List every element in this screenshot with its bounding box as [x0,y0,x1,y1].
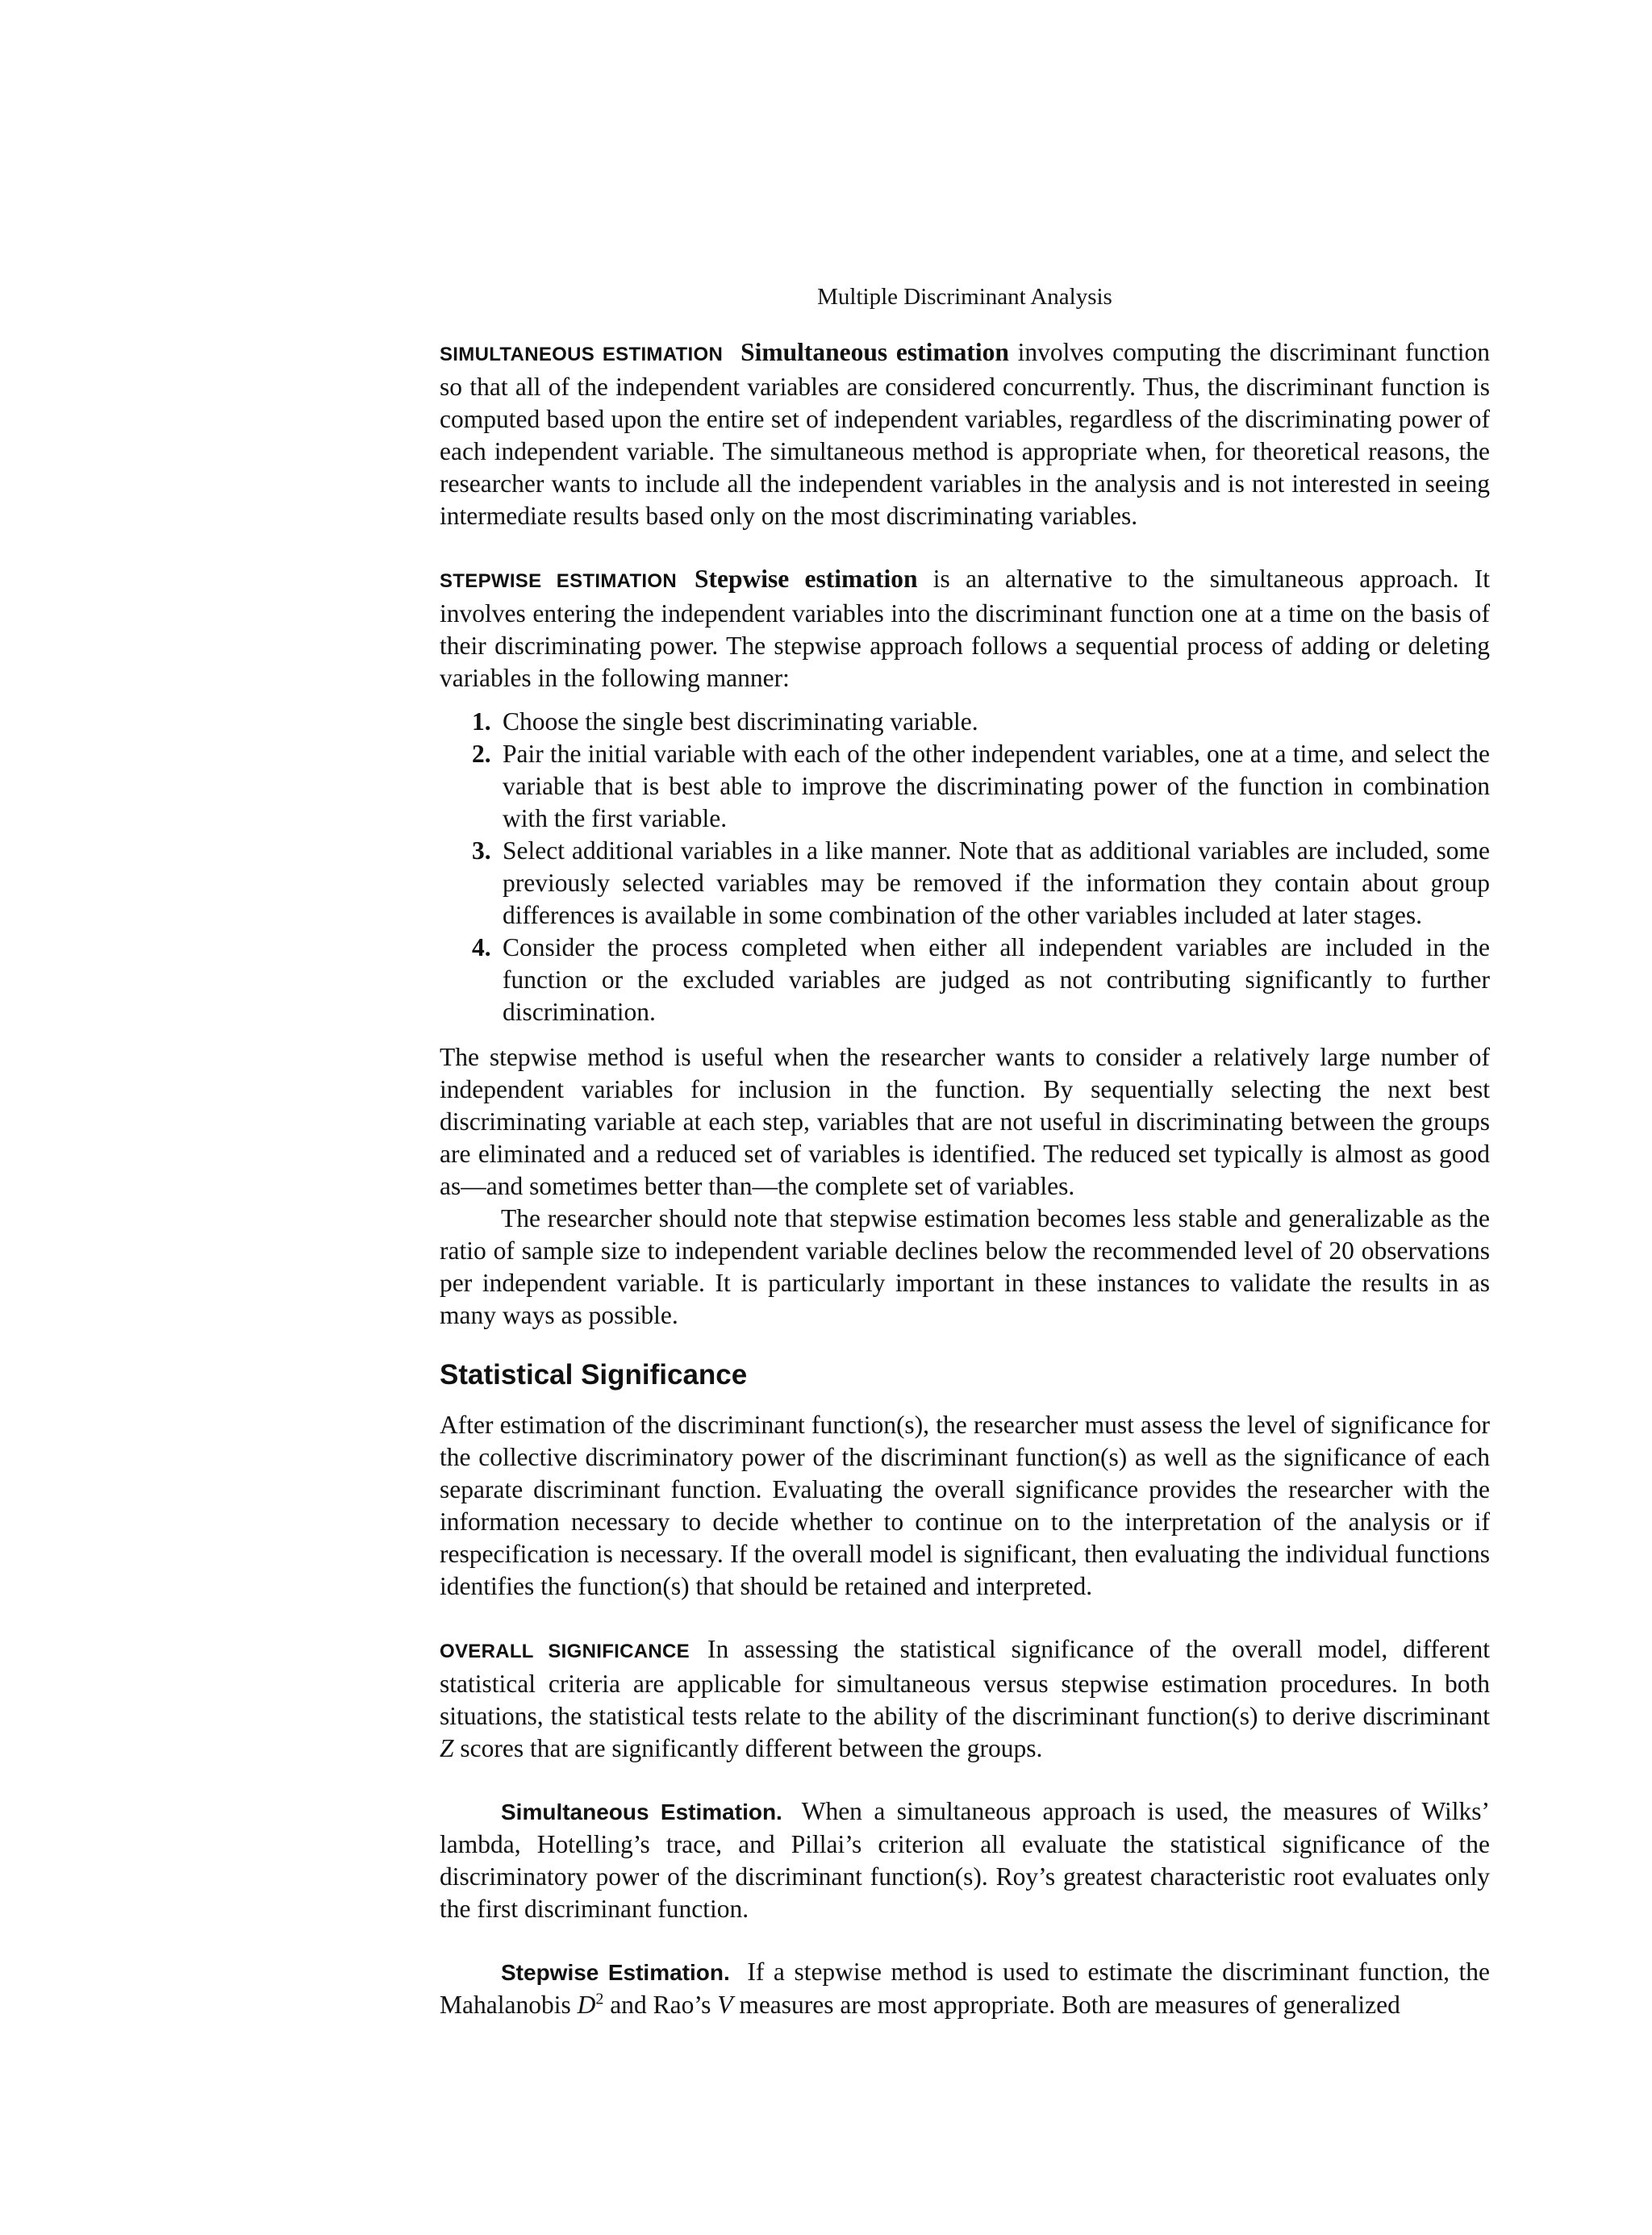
paragraph-text-end: scores that are significantly different between the groups. [460,1734,1043,1762]
stepwise-usefulness-paragraph: The stepwise method is useful when the researcher wants to consider a relatively large number of independent variables for inclusion in the function. By sequentially selecting the next best discriminating variable at each step, variables that are not useful in discriminating between the groups are eliminated and a reduced set of variables is identified. The reduced set typically is almost as good as—and sometimes better than—the complete set of variables. [440,1043,1490,1200]
paragraph-text: is an alternative to the simultaneous approach. It involves entering the independent variables into the discriminant function one at a time on the basis of their discriminating power. The stepwise approach follows a sequential process of adding or deleting variables in the following manner: [440,565,1491,692]
running-head: Multiple Discriminant Analysis [817,284,1112,310]
list-item [472,835,1490,932]
run-in-heading: SIMULTANEOUS ESTIMATION [440,344,724,365]
d-symbol: D [577,1991,596,2019]
stepwise-estimation-paragraph [440,563,1490,694]
list-item [472,932,1490,1028]
section-heading: Statistical Significance [440,1359,748,1391]
run-in-heading: OVERALL SIGNIFICANCE [440,1641,690,1662]
run-in-subheading: Stepwise Estimation. [501,1960,730,1985]
list-item [472,738,1490,835]
list-item-text: Choose the single best discriminating variable. [503,707,978,736]
statistical-significance-paragraph: After estimation of the discriminant function(s), the researcher must assess the level of significance for the collective discriminatory power of the discriminant function(s) as well as the significance of each separate discriminant function. Evaluating the overall significance provides the researcher with the information necessary to decide whether to continue on to the interpretation of the analysis or if respecification is necessary. If the overall model is significant, then evaluating the individual functions identifies the function(s) that should be retained and interpreted. [440,1411,1490,1600]
list-item-text: Select additional variables in a like manner. Note that as additional variables are included, some previously selected variables may be removed if the information they contain about group differences is available in some combination of the other variables included at later stages. [503,836,1490,929]
stepwise-estimation-sub-paragraph [440,1956,1490,2021]
paragraph-text-end: measures are most appropriate. Both are measures of generalized [739,1991,1400,2019]
paragraph-text: If a stepwise method is used to estimate the discriminant function, the Mahalanobis [440,1958,1491,2019]
simultaneous-estimation-paragraph [440,336,1490,532]
simultaneous-estimation-sub-paragraph [440,1795,1490,1925]
d-superscript: 2 [595,1990,604,2008]
list-number: 1. [472,707,491,736]
list-number: 4. [472,933,491,961]
paragraph-text: and Rao’s [610,1991,711,2019]
paragraph-text: In assessing the statistical significance of the overall model, different statistical criteria are applicable for simultaneous versus stepwise estimation procedures. In both situations, the statistical tests relate to the ability of the discriminant function(s) to derive discriminant [440,1635,1490,1730]
list-item [472,706,1490,738]
z-symbol: Z [440,1734,454,1762]
key-term: Simultaneous estimation [740,338,1009,366]
key-term: Stepwise estimation [695,565,918,593]
list-number: 3. [472,836,491,865]
page-content [440,284,1490,2021]
list-item-text: Consider the process completed when either all independent variables are included in the function or the excluded variables are judged as not contributing significantly to further discrimination. [503,933,1490,1026]
list-item-text: Pair the initial variable with each of the other independent variables, one at a time, and select the variable that is best able to improve the discriminating power of the function in combination with the first variable. [503,740,1490,832]
stepwise-caution-paragraph: The researcher should note that stepwise estimation becomes less stable and generalizable as the ratio of sample size to independent variable declines below the recommended level of 20 observations per independent variable. It is particularly important in these instances to validate the results in as many ways as possible. [440,1204,1490,1329]
stepwise-steps-list [440,706,1490,1028]
overall-significance-paragraph [440,1633,1490,1765]
v-symbol: V [717,1991,733,2019]
run-in-subheading: Simultaneous Estimation. [501,1799,782,1824]
paragraph-text: When a simultaneous approach is used, the measures of Wilks’ lambda, Hotelling’s trace, and Pillai’s criterion all evaluate the statistical significance of the discriminatory power of the discriminant function(s). Roy’s greatest characteristic root evaluates only the first discriminant function. [440,1797,1490,1923]
list-number: 2. [472,740,491,768]
run-in-heading: STEPWISE ESTIMATION [440,570,677,592]
paragraph-text: involves computing the discriminant function so that all of the independent variables are considered concurrently. Thus, the discriminant function is computed based upon the entire set of independent variables, regardless of the discriminating power of each independent variable. The simultaneous method is appropriate when, for theoretical reasons, the researcher wants to include all the independent variables in the analysis and is not interested in seeing intermediate results based only on the most discriminating variables. [440,338,1491,530]
